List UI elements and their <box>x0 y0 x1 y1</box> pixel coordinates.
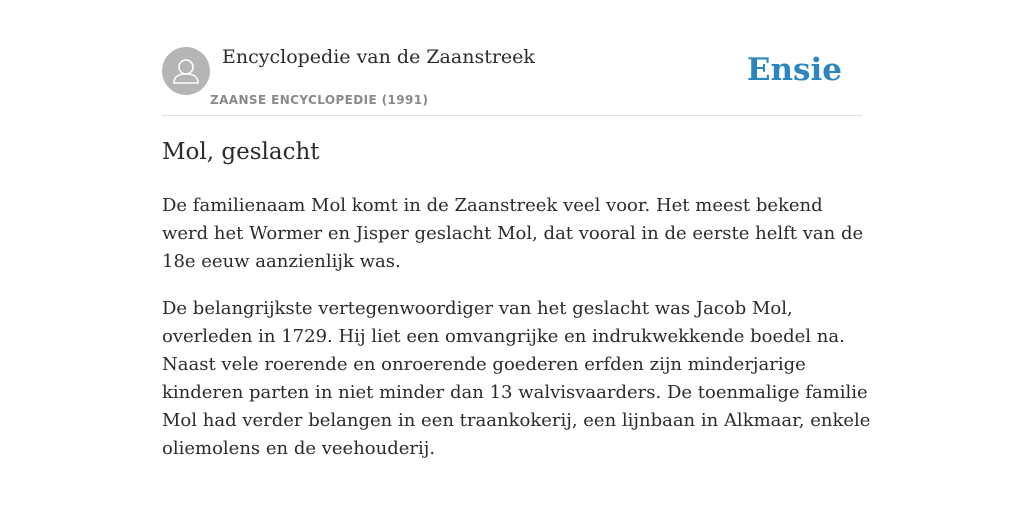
source-title[interactable]: Encyclopedie van de Zaanstreek <box>222 46 535 68</box>
user-placeholder-icon[interactable] <box>162 47 210 95</box>
source-header <box>162 44 862 116</box>
source-subtitle[interactable]: ZAANSE ENCYCLOPEDIE (1991) <box>210 93 429 107</box>
page-title: Mol, geslacht <box>162 139 320 165</box>
brand-logo[interactable]: Ensie <box>746 52 842 88</box>
article-paragraph: De belangrijkste vertegenwoordiger van het geslacht was Jacob Mol, overleden in 1729. Hij liet een omvangrijke en indrukwekkende boedel na. Naast vele roerende en onroerende goederen erfden zijn minderjarige kinderen parten in niet minder dan 13 walvisvaarders. De toenmalige familie Mol had verder belangen in een traankokerij, een lijnbaan in Alkmaar, enkele oliemolens en de veehouderij. <box>162 298 871 459</box>
article-paragraph: De familienaam Mol komt in de Zaanstreek veel voor. Het meest bekend werd het Wormer en Jisper geslacht Mol, dat vooral in de eerste helft van de 18e eeuw aanzienlijk was. <box>162 195 864 272</box>
article-body <box>162 192 874 482</box>
